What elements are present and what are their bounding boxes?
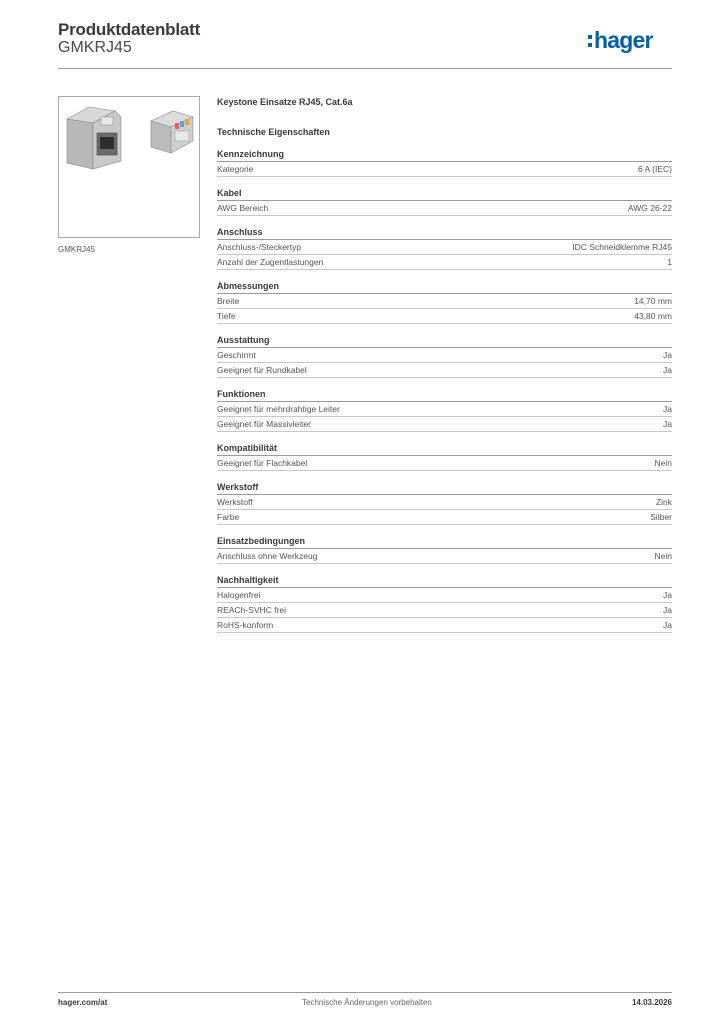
specification-groups: [217, 148, 672, 633]
spec-value: 43,80 mm: [634, 311, 672, 321]
spec-value: 14,70 mm: [634, 296, 672, 306]
spec-value: 1: [667, 257, 672, 267]
spec-value: Ja: [663, 404, 672, 414]
product-image-icon: [59, 97, 199, 237]
section-heading: Technische Eigenschaften: [217, 127, 330, 137]
spec-label: REACh-SVHC frei: [217, 605, 286, 615]
spec-group: [217, 226, 672, 270]
spec-group-title: Kompatibilität: [217, 442, 672, 456]
spec-group: [217, 187, 672, 216]
product-name: Keystone Einsatze RJ45, Cat.6a: [217, 97, 353, 107]
spec-label: Anschluss-/Steckertyp: [217, 242, 302, 252]
spec-group-title: Ausstattung: [217, 334, 672, 348]
spec-group: [217, 481, 672, 525]
spec-value: Ja: [663, 365, 672, 375]
spec-group: [217, 388, 672, 432]
spec-label: Kategorie: [217, 164, 254, 174]
hager-logo: [588, 26, 672, 56]
spec-label: AWG Bereich: [217, 203, 269, 213]
spec-value: Nein: [654, 551, 672, 561]
header-divider: [58, 68, 672, 69]
spec-row: [217, 618, 672, 633]
image-caption: GMKRJ45: [58, 245, 95, 254]
spec-row: [217, 402, 672, 417]
document-subtitle: GMKRJ45: [58, 39, 132, 56]
spec-group-title: Werkstoff: [217, 481, 672, 495]
spec-value: 6 A (IEC): [637, 164, 672, 174]
spec-row: [217, 255, 672, 270]
spec-label: Tiefe: [217, 311, 236, 321]
spec-value: AWG 26-22: [627, 203, 672, 213]
spec-value: IDC Schneidklemme RJ45: [572, 242, 672, 252]
spec-group: [217, 148, 672, 177]
spec-label: Werkstoff: [217, 497, 253, 507]
spec-value: Zink: [655, 497, 672, 507]
spec-group-title: Nachhaltigkeit: [217, 574, 672, 588]
spec-group-title: Kennzeichnung: [217, 148, 672, 162]
spec-row: [217, 363, 672, 378]
footer-divider: [58, 992, 672, 993]
logo-text: hager: [594, 27, 653, 53]
spec-row: [217, 348, 672, 363]
spec-row: [217, 309, 672, 324]
spec-label: Geeignet für Rundkabel: [217, 365, 307, 375]
spec-label: Geeignet für Massivleiter: [217, 419, 312, 429]
spec-value: Ja: [663, 419, 672, 429]
spec-row: [217, 240, 672, 255]
spec-group-title: Einsatzbedingungen: [217, 535, 672, 549]
spec-label: RoHS-konform: [217, 620, 274, 630]
spec-row: [217, 588, 672, 603]
spec-group: [217, 535, 672, 564]
spec-row: [217, 417, 672, 432]
spec-label: Farbe: [217, 512, 240, 522]
spec-row: [217, 603, 672, 618]
spec-value: Ja: [663, 590, 672, 600]
spec-group: [217, 442, 672, 471]
footer-notice: Technische Änderungen vorbehalten: [302, 998, 432, 1007]
spec-value: Silber: [650, 512, 672, 522]
spec-value: Nein: [654, 458, 672, 468]
spec-row: [217, 201, 672, 216]
specifications-panel: [217, 95, 672, 633]
document-title: Produktdatenblatt: [58, 20, 201, 39]
spec-row: [217, 162, 672, 177]
spec-group-title: Kabel: [217, 187, 672, 201]
spec-label: Geeignet für Flachkabel: [217, 458, 308, 468]
spec-value: Ja: [663, 350, 672, 360]
spec-value: Ja: [663, 620, 672, 630]
spec-label: Anschluss ohne Werkzeug: [217, 551, 318, 561]
spec-label: Geeignet für mehrdrahtige Leiter: [217, 404, 340, 414]
spec-group: [217, 280, 672, 324]
spec-group-title: Funktionen: [217, 388, 672, 402]
spec-row: [217, 549, 672, 564]
spec-row: [217, 510, 672, 525]
product-image-frame: [58, 96, 200, 238]
spec-group-title: Anschluss: [217, 226, 672, 240]
spec-row: [217, 456, 672, 471]
footer-website: hager.com/at: [58, 998, 108, 1007]
spec-label: Halogenfrei: [217, 590, 261, 600]
spec-group: [217, 334, 672, 378]
spec-label: Anzahl der Zugentlastungen: [217, 257, 324, 267]
spec-row: [217, 294, 672, 309]
footer-date: 14.03.2026: [631, 998, 672, 1007]
spec-value: Ja: [663, 605, 672, 615]
spec-label: Geschirmt: [217, 350, 256, 360]
spec-label: Breite: [217, 296, 240, 306]
page-header: [58, 20, 672, 68]
spec-row: [217, 495, 672, 510]
spec-group: [217, 574, 672, 633]
spec-group-title: Abmessungen: [217, 280, 672, 294]
